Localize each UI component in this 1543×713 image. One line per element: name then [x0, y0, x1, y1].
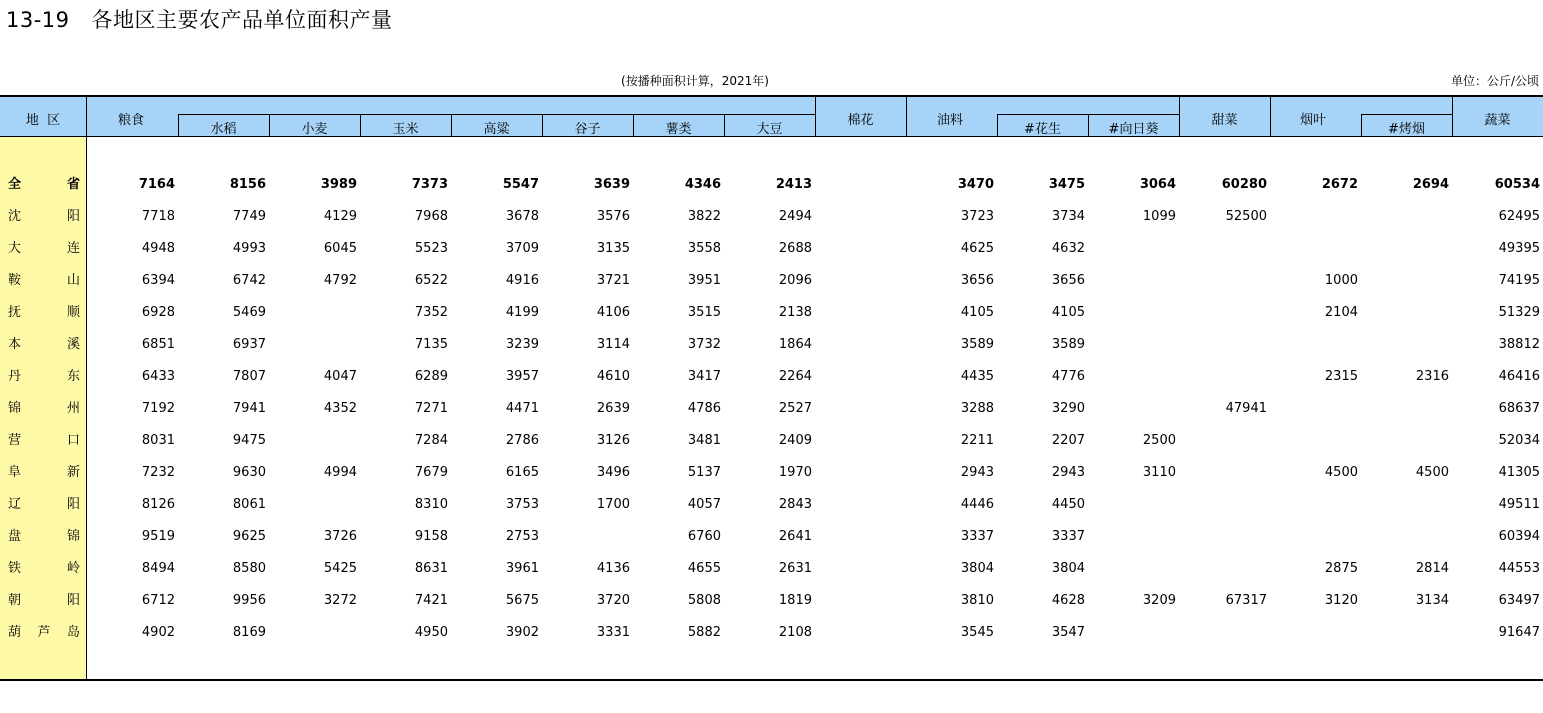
table-cell: 91647	[1498, 625, 1540, 640]
table-cell: 4786	[687, 401, 721, 416]
table-cell: 3515	[687, 305, 721, 320]
region-name	[8, 528, 80, 546]
table-cell: 2096	[778, 273, 812, 288]
table-cell: 41305	[1498, 465, 1540, 480]
table-cell: 3804	[960, 561, 994, 576]
divider	[724, 114, 725, 137]
table-cell: 3726	[323, 529, 357, 544]
table-cell: 2409	[778, 433, 812, 448]
table-cell: 2104	[1324, 305, 1358, 320]
table-cell: 3337	[1051, 529, 1085, 544]
table-cell: 2843	[778, 497, 812, 512]
table-cell: 7352	[414, 305, 448, 320]
table-cell: 5137	[687, 465, 721, 480]
divider	[1361, 114, 1362, 137]
col-oil: 油料	[937, 113, 964, 128]
table-cell: 7679	[414, 465, 448, 480]
table-cell: 9630	[232, 465, 266, 480]
table-cell: 3753	[505, 497, 539, 512]
region-name	[8, 176, 80, 194]
table-cell: 47941	[1225, 401, 1267, 416]
region-name	[8, 240, 80, 258]
table-cell: 6289	[414, 369, 448, 384]
table-cell: 7284	[414, 433, 448, 448]
table-cell: 6742	[232, 273, 266, 288]
table-cell: 8494	[141, 561, 175, 576]
divider	[906, 97, 907, 137]
region-char: 州	[66, 401, 80, 416]
col-flue-tobacco: #烤烟	[1388, 122, 1425, 137]
table-cell: 4948	[141, 241, 175, 256]
region-char: 阜	[8, 465, 22, 480]
table-cell: 1970	[778, 465, 812, 480]
region-name	[8, 624, 80, 642]
table-cell: 52500	[1225, 209, 1267, 224]
region-name	[8, 272, 80, 290]
table-cell: 46416	[1498, 369, 1540, 384]
col-vegetable: 蔬菜	[1484, 113, 1511, 128]
region-char: 新	[66, 465, 80, 480]
table-cell: 2316	[1415, 369, 1449, 384]
table-cell: 68637	[1498, 401, 1540, 416]
table-cell: 3134	[1415, 593, 1449, 608]
table-cell: 4435	[960, 369, 994, 384]
col-corn: 玉米	[392, 122, 419, 137]
table-cell: 3331	[596, 625, 630, 640]
table-cell: 3337	[960, 529, 994, 544]
table-cell: 8126	[141, 497, 175, 512]
table-cell: 49511	[1498, 497, 1540, 512]
table-cell: 44553	[1498, 561, 1540, 576]
table-cell: 63497	[1498, 593, 1540, 608]
col-grain: 粮食	[118, 113, 145, 128]
table-cell: 4450	[1051, 497, 1085, 512]
divider	[1179, 97, 1180, 137]
table-cell: 3957	[505, 369, 539, 384]
table-cell: 4610	[596, 369, 630, 384]
region-char: 顺	[66, 305, 80, 320]
table-cell: 4500	[1415, 465, 1449, 480]
region-char: 口	[66, 433, 80, 448]
table-cell: 6433	[141, 369, 175, 384]
table-cell: 7232	[141, 465, 175, 480]
table-cell: 52034	[1498, 433, 1540, 448]
table-cell: 8580	[232, 561, 266, 576]
table-cell: 5675	[505, 593, 539, 608]
table-cell: 3721	[596, 273, 630, 288]
table-cell: 3135	[596, 241, 630, 256]
region-char: 营	[8, 433, 22, 448]
table-cell: 3732	[687, 337, 721, 352]
table-cell: 1864	[778, 337, 812, 352]
region-char: 岛	[66, 625, 80, 640]
table-cell: 6928	[141, 305, 175, 320]
col-wheat: 小麦	[301, 122, 328, 137]
table-cell: 2639	[596, 401, 630, 416]
region-char: 阳	[66, 497, 80, 512]
table-cell: 4632	[1051, 241, 1085, 256]
table-cell: 9625	[232, 529, 266, 544]
region-char: 锦	[66, 529, 80, 544]
region-char: 芦	[37, 625, 51, 640]
table-cell: 4776	[1051, 369, 1085, 384]
region-char: 沈	[8, 209, 22, 224]
region-char: 葫	[8, 625, 22, 640]
region-char: 山	[66, 273, 80, 288]
table-cell: 8156	[229, 177, 266, 192]
col-cotton: 棉花	[847, 113, 874, 128]
table-cell: 4057	[687, 497, 721, 512]
table-cell: 7192	[141, 401, 175, 416]
table-cell: 7271	[414, 401, 448, 416]
region-name	[8, 560, 80, 578]
col-sunflower: #向日葵	[1108, 122, 1159, 137]
table-cell: 4352	[323, 401, 357, 416]
table-cell: 62495	[1498, 209, 1540, 224]
table-cell: 7749	[232, 209, 266, 224]
table-cell: 9158	[414, 529, 448, 544]
table-cell: 3545	[960, 625, 994, 640]
table-cell: 5882	[687, 625, 721, 640]
table-cell: 6851	[141, 337, 175, 352]
table-cell: 6045	[323, 241, 357, 256]
region-char: 抚	[8, 305, 22, 320]
table-cell: 60280	[1221, 177, 1267, 192]
table-cell: 3656	[1051, 273, 1085, 288]
table-cell: 2315	[1324, 369, 1358, 384]
region-name	[8, 368, 80, 386]
table-code: 13-19	[6, 8, 70, 32]
table-cell: 2688	[778, 241, 812, 256]
table-cell: 4500	[1324, 465, 1358, 480]
table-cell: 9956	[232, 593, 266, 608]
table-cell: 3589	[960, 337, 994, 352]
region-char: 大	[8, 241, 22, 256]
table-cell: 4994	[323, 465, 357, 480]
table-cell: 8169	[232, 625, 266, 640]
table-cell: 1099	[1142, 209, 1176, 224]
table-cell: 4346	[684, 177, 721, 192]
table-bottom-rule	[0, 679, 1543, 681]
table-cell: 3126	[596, 433, 630, 448]
region-name	[8, 400, 80, 418]
table-cell: 6165	[505, 465, 539, 480]
table-cell: 3558	[687, 241, 721, 256]
col-sorghum: 高粱	[483, 122, 510, 137]
table-cell: 2264	[778, 369, 812, 384]
region-name	[8, 304, 80, 322]
table-cell: 7718	[141, 209, 175, 224]
table-cell: 2500	[1142, 433, 1176, 448]
unit-label: 单位：公斤/公顷	[1450, 74, 1539, 88]
table-cell: 3589	[1051, 337, 1085, 352]
table-cell: 2527	[778, 401, 812, 416]
divider	[1270, 97, 1271, 137]
table-cell: 8061	[232, 497, 266, 512]
table-cell: 3239	[505, 337, 539, 352]
table-cell: 7135	[414, 337, 448, 352]
table-cell: 2753	[505, 529, 539, 544]
divider	[997, 114, 998, 137]
table-cell: 2943	[960, 465, 994, 480]
divider	[542, 114, 543, 137]
region-char: 溪	[66, 337, 80, 352]
table-cell: 3951	[687, 273, 721, 288]
table-cell: 6394	[141, 273, 175, 288]
region-char: 锦	[8, 401, 22, 416]
table-cell: 7421	[414, 593, 448, 608]
table-cell: 60394	[1498, 529, 1540, 544]
table-cell: 3678	[505, 209, 539, 224]
divider	[1088, 114, 1089, 137]
region-char: 省	[66, 177, 80, 192]
table-cell: 4471	[505, 401, 539, 416]
table-cell: 3961	[505, 561, 539, 576]
table-cell: 7968	[414, 209, 448, 224]
region-char: 铁	[8, 561, 22, 576]
table-cell: 74195	[1498, 273, 1540, 288]
table-cell: 2814	[1415, 561, 1449, 576]
region-char: 东	[66, 369, 80, 384]
table-cell: 6937	[232, 337, 266, 352]
col-tuber: 薯类	[665, 122, 692, 137]
col-beet: 甜菜	[1211, 113, 1238, 128]
table-cell: 5523	[414, 241, 448, 256]
table-cell: 7164	[138, 177, 175, 192]
divider	[269, 114, 270, 137]
table-cell: 3734	[1051, 209, 1085, 224]
table-cell: 3656	[960, 273, 994, 288]
table-cell: 4993	[232, 241, 266, 256]
table-cell: 2211	[960, 433, 994, 448]
table-cell: 6712	[141, 593, 175, 608]
table-cell: 4625	[960, 241, 994, 256]
table-cell: 3902	[505, 625, 539, 640]
table-cell: 4129	[323, 209, 357, 224]
table-cell: 3481	[687, 433, 721, 448]
region-char: 岭	[66, 561, 80, 576]
divider	[633, 114, 634, 137]
region-char: 连	[66, 241, 80, 256]
grain-group-line	[178, 114, 815, 115]
divider	[360, 114, 361, 137]
table-cell: 4446	[960, 497, 994, 512]
region-name	[8, 496, 80, 514]
region-name	[8, 208, 80, 226]
table-cell: 3288	[960, 401, 994, 416]
divider	[1452, 97, 1453, 137]
table-cell: 2641	[778, 529, 812, 544]
table-cell: 4136	[596, 561, 630, 576]
table-cell: 49395	[1498, 241, 1540, 256]
table-cell: 3576	[596, 209, 630, 224]
table-cell: 60534	[1494, 177, 1540, 192]
table-cell: 8631	[414, 561, 448, 576]
col-peanut: #花生	[1024, 122, 1061, 137]
table-cell: 4199	[505, 305, 539, 320]
column-header	[0, 95, 1543, 137]
table-cell: 3272	[323, 593, 357, 608]
table-cell: 9519	[141, 529, 175, 544]
table-cell: 2108	[778, 625, 812, 640]
table-cell: 3709	[505, 241, 539, 256]
table-cell: 2631	[778, 561, 812, 576]
table-cell: 4902	[141, 625, 175, 640]
region-char: 本	[8, 337, 22, 352]
table-cell: 8031	[141, 433, 175, 448]
table-cell: 4950	[414, 625, 448, 640]
table-cell: 4916	[505, 273, 539, 288]
region-char: 阳	[66, 593, 80, 608]
region-char: 全	[8, 177, 22, 192]
table-cell: 67317	[1225, 593, 1267, 608]
region-char: 盘	[8, 529, 22, 544]
table-cell: 5425	[323, 561, 357, 576]
table-cell: 3417	[687, 369, 721, 384]
col-tobacco: 烟叶	[1300, 113, 1327, 128]
page-title	[6, 4, 393, 34]
table-cell: 3209	[1142, 593, 1176, 608]
table-cell: 3475	[1048, 177, 1085, 192]
table-cell: 4106	[596, 305, 630, 320]
table-cell: 3804	[1051, 561, 1085, 576]
table-cell: 5469	[232, 305, 266, 320]
table-cell: 9475	[232, 433, 266, 448]
region-name	[8, 592, 80, 610]
region-char: 阳	[66, 209, 80, 224]
table-title: 各地区主要农产品单位面积产量	[91, 8, 393, 32]
table-cell: 3114	[596, 337, 630, 352]
tobacco-group-line	[1361, 114, 1452, 115]
table-cell: 1819	[778, 593, 812, 608]
table-cell: 2875	[1324, 561, 1358, 576]
divider	[178, 114, 179, 137]
table-cell: 3470	[957, 177, 994, 192]
table-cell: 1000	[1324, 273, 1358, 288]
table-cell: 2494	[778, 209, 812, 224]
region-char: 丹	[8, 369, 22, 384]
region-char: 辽	[8, 497, 22, 512]
table-cell: 3547	[1051, 625, 1085, 640]
table-cell: 8310	[414, 497, 448, 512]
table-cell: 2694	[1412, 177, 1449, 192]
divider	[86, 97, 87, 137]
table-cell: 3723	[960, 209, 994, 224]
table-cell: 5808	[687, 593, 721, 608]
table-cell: 4628	[1051, 593, 1085, 608]
col-soybean: 大豆	[756, 122, 783, 137]
table-cell: 2138	[778, 305, 812, 320]
region-name	[8, 432, 80, 450]
divider	[451, 114, 452, 137]
table-cell: 4105	[1051, 305, 1085, 320]
table-cell: 3120	[1324, 593, 1358, 608]
col-rice: 水稻	[210, 122, 237, 137]
table-cell: 4655	[687, 561, 721, 576]
divider	[815, 97, 816, 137]
table-cell: 7373	[411, 177, 448, 192]
table-cell: 38812	[1498, 337, 1540, 352]
table-cell: 3989	[320, 177, 357, 192]
table-cell: 4105	[960, 305, 994, 320]
region-char: 鞍	[8, 273, 22, 288]
table-cell: 2786	[505, 433, 539, 448]
table-cell: 3822	[687, 209, 721, 224]
table-cell: 3639	[593, 177, 630, 192]
table-cell: 3810	[960, 593, 994, 608]
table-cell: 2207	[1051, 433, 1085, 448]
table-note: (按播种面积计算，2021年)	[621, 74, 769, 88]
region-name	[8, 336, 80, 354]
table-cell: 6760	[687, 529, 721, 544]
region-char: 朝	[8, 593, 22, 608]
table-cell: 2672	[1321, 177, 1358, 192]
table-cell: 6522	[414, 273, 448, 288]
table-cell: 3064	[1139, 177, 1176, 192]
table-cell: 3110	[1142, 465, 1176, 480]
table-cell: 1700	[596, 497, 630, 512]
table-cell: 2943	[1051, 465, 1085, 480]
table-cell: 5547	[502, 177, 539, 192]
table-cell: 4792	[323, 273, 357, 288]
table-cell: 7807	[232, 369, 266, 384]
table-cell: 7941	[232, 401, 266, 416]
region-name	[8, 464, 80, 482]
table-cell: 3496	[596, 465, 630, 480]
table-cell: 3720	[596, 593, 630, 608]
table-cell: 4047	[323, 369, 357, 384]
table-cell: 51329	[1498, 305, 1540, 320]
table-cell: 2413	[775, 177, 812, 192]
col-region: 地 区	[25, 113, 61, 128]
col-millet: 谷子	[574, 122, 601, 137]
table-cell: 3290	[1051, 401, 1085, 416]
